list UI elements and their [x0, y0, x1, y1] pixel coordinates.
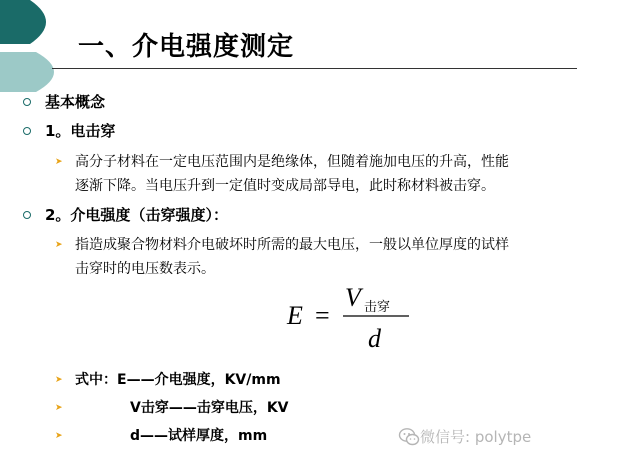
- definition-d: d——试样厚度，mm: [130, 428, 268, 444]
- light-teal-shape: [0, 52, 54, 92]
- section-2-heading: 2。介电强度（击穿强度）：: [45, 206, 228, 224]
- arrow-bullet-icon: ➤: [55, 403, 63, 413]
- formula-numerator: V: [345, 283, 361, 312]
- arrow-bullet-icon: ➤: [55, 431, 63, 441]
- arrow-bullet-icon: ➤: [55, 240, 63, 250]
- bullet-circle-icon: [23, 127, 31, 135]
- section-1-line-2: 逐渐下降。当电压升到一定值时变成局部导电，此时称材料被击穿。: [75, 178, 495, 194]
- section-1-heading: 1。电击穿: [45, 122, 116, 140]
- formula-subscript: 击穿: [364, 300, 391, 315]
- bullet-circle-icon: [23, 98, 31, 106]
- title-divider: [52, 68, 577, 69]
- bullet-circle-icon: [23, 211, 31, 219]
- watermark-text: 微信号: polytpe: [420, 428, 532, 446]
- formula-denominator: d: [368, 324, 381, 352]
- arrow-bullet-icon: ➤: [55, 375, 63, 385]
- basic-concept-heading: 基本概念: [45, 93, 106, 111]
- formula-equals: =: [315, 301, 330, 330]
- definition-v: V击穿——击穿电压，KV: [130, 400, 289, 416]
- section-2-line-1: 指造成聚合物材料介电破坏时所需的最大电压，一般以单位厚度的试样: [75, 237, 509, 253]
- formula-lhs: E: [287, 301, 303, 330]
- wechat-icon: [398, 426, 420, 448]
- dark-teal-shape: [0, 0, 46, 44]
- arrow-bullet-icon: ➤: [55, 157, 63, 167]
- section-1-line-1: 高分子材料在一定电压范围内是绝缘体，但随着施加电压的升高，性能: [75, 154, 509, 170]
- slide-title: 一、介电强度测定: [78, 32, 295, 62]
- definition-e: 式中：E——介电强度，KV/mm: [75, 372, 281, 388]
- section-2-line-2: 击穿时的电压数表示。: [75, 261, 215, 277]
- formula-e-equals-v-over-d: [285, 282, 425, 352]
